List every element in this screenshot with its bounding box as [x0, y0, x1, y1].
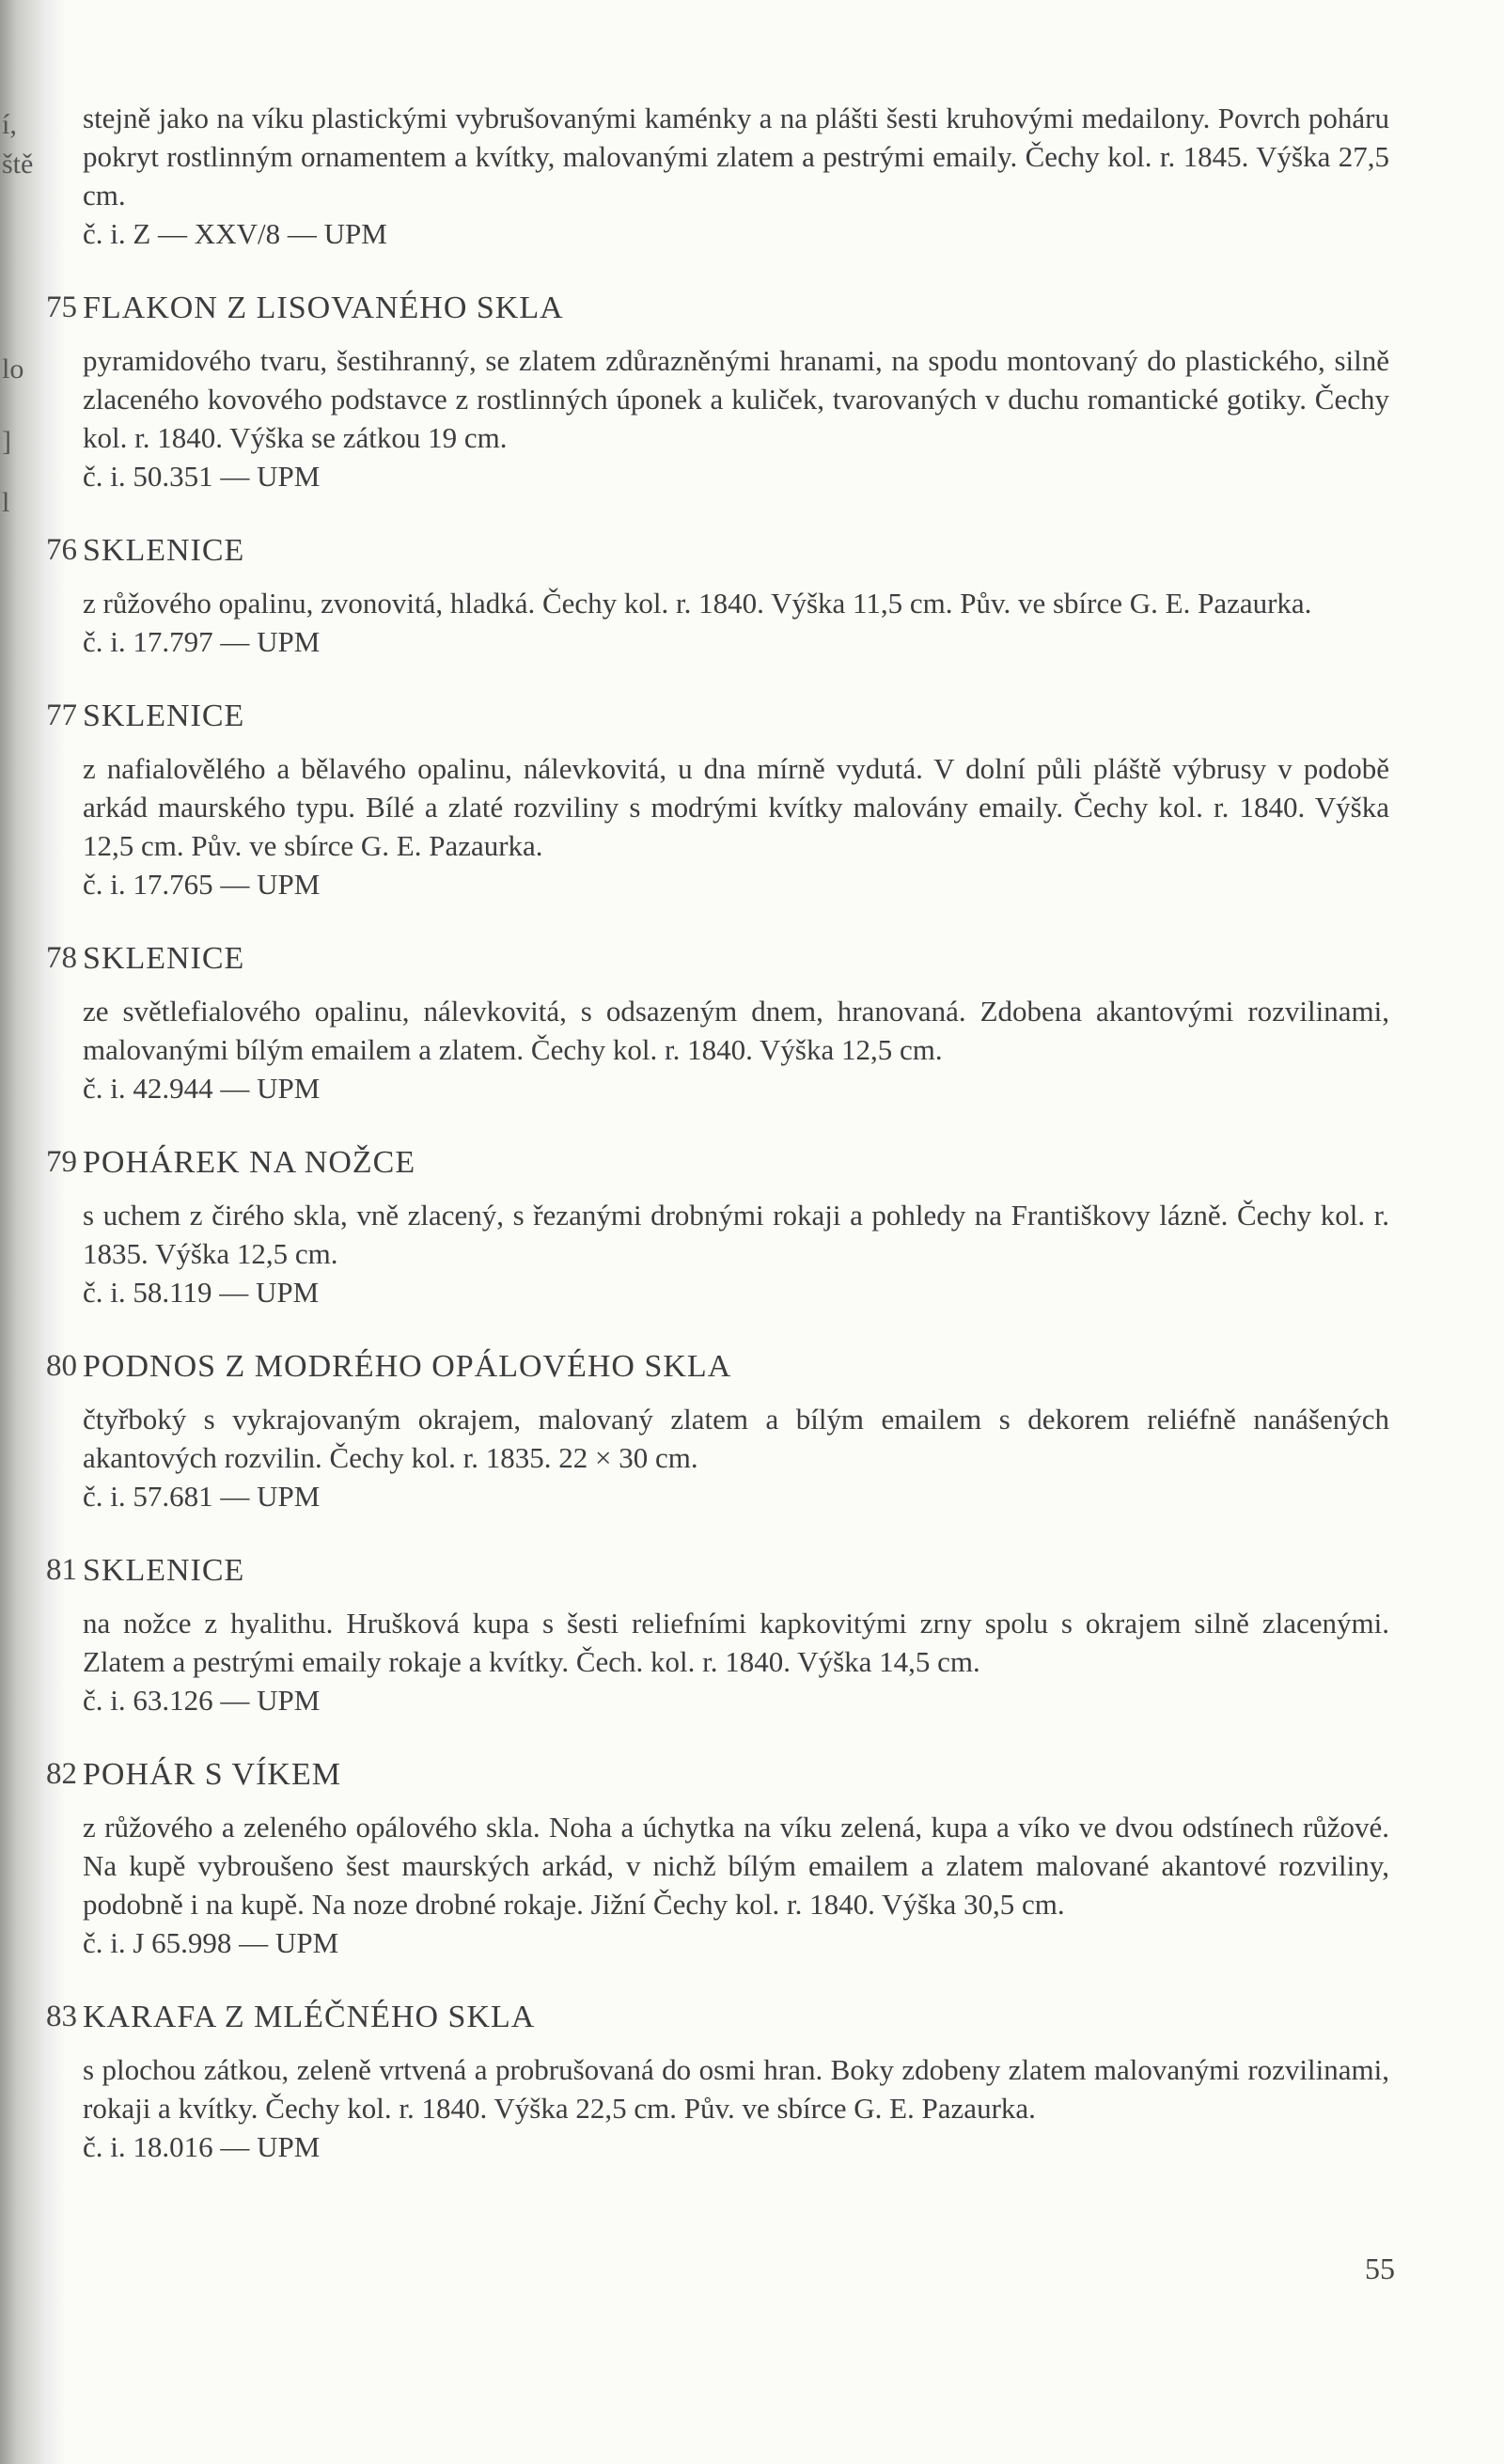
- inventory-number: č. i. 17.765 — UPM: [83, 868, 321, 901]
- entry-title: SKLENICE: [83, 1553, 245, 1588]
- entry-description: s plochou zátkou, zeleně vrtvená a probrušovaná do osmi hran. Boky zdobeny zlatem malovanými rozvilinami, rokaji a kvítky. Čechy kol. r. 1840. Výška 22,5 cm. Pův. ve sbírce G. E. Pazaurka.: [83, 2053, 1389, 2125]
- entry-number: 75: [46, 290, 77, 324]
- entry-header: [46, 1553, 1389, 1604]
- catalog-entry: [46, 1349, 1389, 1515]
- inventory-number: č. i. 57.681 — UPM: [83, 1480, 321, 1513]
- entry-title: POHÁR S VÍKEM: [83, 1757, 341, 1792]
- inventory-number: č. i. 63.126 — UPM: [83, 1684, 321, 1717]
- inventory-number: č. i. J 65.998 — UPM: [83, 1926, 339, 1959]
- entry-title: SKLENICE: [83, 698, 245, 733]
- entry-header: [46, 1757, 1389, 1808]
- entry-title: POHÁREK NA NOŽCE: [83, 1145, 416, 1180]
- entry-title: PODNOS Z MODRÉHO OPÁLOVÉHO SKLA: [83, 1349, 732, 1384]
- inventory-number: č. i. 42.944 — UPM: [83, 1072, 321, 1105]
- entry-description: ze světlefialového opalinu, nálevkovitá, s odsazeným dnem, hranovaná. Zdobena akantovými rozvilinami, malovanými bílým emailem a zlatem. Čechy kol. r. 1840. Výška 12,5 cm.: [83, 995, 1389, 1066]
- catalog-entry: [46, 533, 1389, 661]
- entry-number: 80: [46, 1349, 77, 1383]
- entry-header: [46, 1349, 1389, 1400]
- entry-description: pyramidového tvaru, šestihranný, se zlatem zdůrazněnými hranami, na spodu montovaný do plastického, silně zlaceného kovového podstavce z rostlinných úponek a kuliček, tvarovaných v duchu romantické gotiky. Čechy kol. r. 1840. Výška se zátkou 19 cm.: [83, 344, 1389, 454]
- inventory-number: č. i. Z — XXV/8 — UPM: [83, 217, 387, 250]
- entry-title: FLAKON Z LISOVANÉHO SKLA: [83, 290, 564, 325]
- margin-fragment: í,: [2, 109, 17, 140]
- margin-fragment: lo: [2, 353, 24, 385]
- entry-description: čtyřboký s vykrajovaným okrajem, malovaný zlatem a bílým emailem s dekorem reliéfně nanášených akantových rozvilin. Čechy kol. r. 1835. 22 × 30 cm.: [83, 1403, 1389, 1474]
- inventory-number: č. i. 18.016 — UPM: [83, 2130, 321, 2163]
- entry-description: s uchem z čirého skla, vně zlacený, s řezanými drobnými rokaji a pohledy na Františkovy lázně. Čechy kol. r. 1835. Výška 12,5 cm.: [83, 1199, 1389, 1270]
- margin-fragment: ]: [2, 426, 11, 457]
- entry-header: [46, 290, 1389, 341]
- inventory-number: č. i. 50.351 — UPM: [83, 460, 321, 493]
- entry-number: 76: [46, 533, 77, 567]
- entry-description: z nafialovělého a bělavého opalinu, nálevkovitá, u dna mírně vydutá. V dolní půli pláště výbrusy v podobě arkád maurského typu. Bílé a zlaté rozviliny s modrými kvítky malovány emaily. Čechy kol. r. 1840. Výška 12,5 cm. Pův. ve sbírce G. E. Pazaurka.: [83, 752, 1389, 862]
- margin-fragment: l: [2, 487, 10, 518]
- entry-header: [46, 698, 1389, 749]
- entry-number: 83: [46, 2000, 77, 2033]
- catalog-entry: [46, 698, 1389, 903]
- catalog-entry: [46, 2000, 1389, 2166]
- catalog-entry: [46, 941, 1389, 1107]
- catalog-entry: [46, 1145, 1389, 1311]
- entry-header: [46, 2000, 1389, 2050]
- entry-title: SKLENICE: [83, 533, 245, 568]
- entry-header: [46, 941, 1389, 992]
- entry-number: 82: [46, 1757, 77, 1791]
- catalog-entry: [46, 290, 1389, 495]
- continued-entry: [83, 99, 1389, 253]
- entry-description: na nožce z hyalithu. Hrušková kupa s šesti reliefními kapkovitými zrny spolu s okrajem silně zlacenými. Zlatem a pestrými emaily rokaje a kvítky. Čech. kol. r. 1840. Výška 14,5 cm.: [83, 1607, 1389, 1678]
- entry-title: KARAFA Z MLÉČNÉHO SKLA: [83, 2000, 536, 2034]
- entry-title: SKLENICE: [83, 941, 245, 976]
- inventory-number: č. i. 58.119 — UPM: [83, 1276, 320, 1309]
- catalog-page: [46, 99, 1389, 2204]
- entry-description: z růžového a zeleného opálového skla. Noha a úchytka na víku zelená, kupa a víko ve dvou odstínech růžové. Na kupě vybroušeno šest maurských arkád, v nichž bílým emailem a zlatem malované akantové rozviliny, podobně i na kupě. Na noze drobné rokaje. Jižní Čechy kol. r. 1840. Výška 30,5 cm.: [83, 1811, 1389, 1921]
- entry-header: [46, 1145, 1389, 1196]
- entry-number: 78: [46, 941, 77, 975]
- inventory-number: č. i. 17.797 — UPM: [83, 625, 321, 658]
- catalog-entry: [46, 1757, 1389, 1962]
- entry-number: 81: [46, 1553, 77, 1587]
- margin-fragment: ště: [2, 149, 34, 180]
- entry-header: [46, 533, 1389, 584]
- entry-number: 79: [46, 1145, 77, 1179]
- entry-description: z růžového opalinu, zvonovitá, hladká. Čechy kol. r. 1840. Výška 11,5 cm. Pův. ve sbírce G. E. Pazaurka.: [83, 587, 1312, 620]
- continued-description: stejně jako na víku plastickými vybrušovanými kaménky a na plášti šesti kruhovými medailony. Povrch poháru pokryt rostlinným ornamentem a kvítky, malovanými zlatem a pestrými emaily. Čechy kol. r. 1845. Výška 27,5 cm.: [83, 102, 1389, 212]
- entry-number: 77: [46, 698, 77, 732]
- catalog-entry: [46, 1553, 1389, 1719]
- page-number: 55: [1365, 2252, 1395, 2285]
